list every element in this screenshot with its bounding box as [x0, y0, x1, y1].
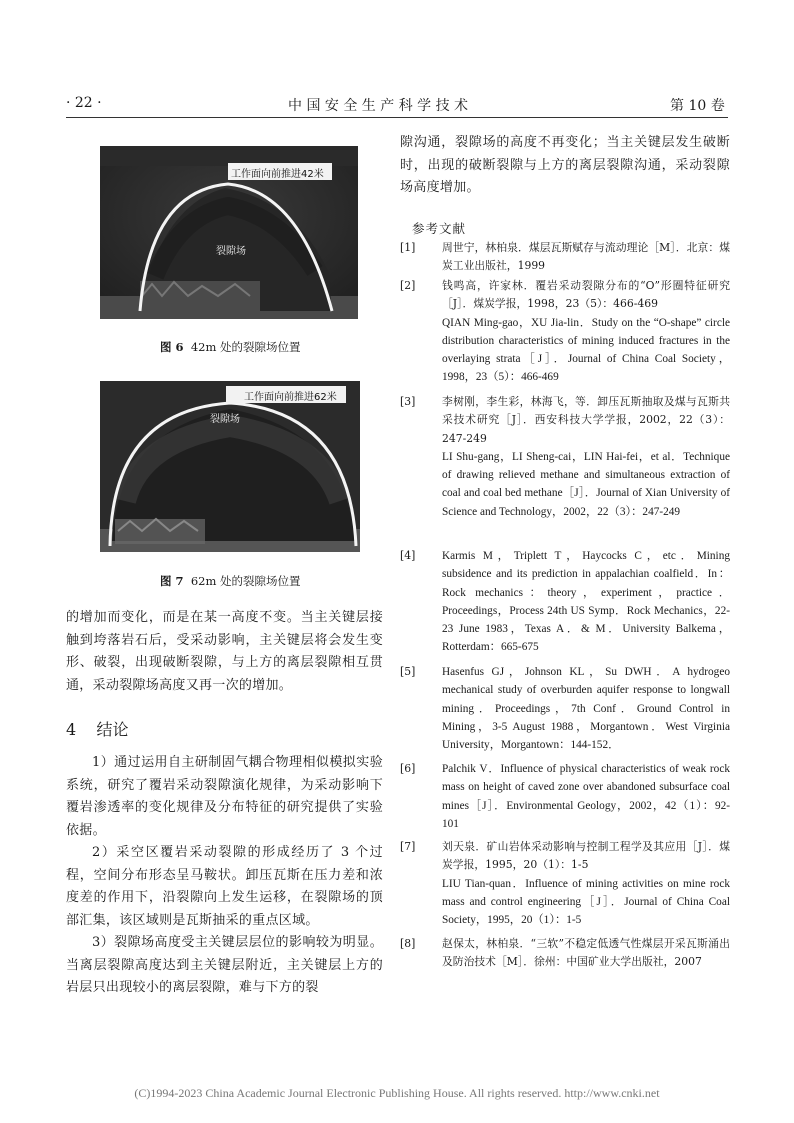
header-rule [66, 117, 728, 118]
reference-1 [400, 239, 730, 276]
reference-number: [6] [400, 762, 416, 775]
figure-7-caption-number: 图 7 [160, 574, 184, 588]
reference-text: 周世宁，林柏泉．煤层瓦斯赋存与流动理论［M］．北京：煤炭工业出版社，1999 [442, 241, 730, 273]
section-number: 4 [66, 720, 77, 739]
conclusions [66, 752, 383, 1000]
reference-text-en: Palchik V．Influence of physical characteristics of weak rock mass on height of caved zone over abandoned subsurface coal mines［J］．Environmental Geology，2002，42（1）：92-101 [442, 763, 730, 830]
reference-text-en: LI Shu-gang，LI Sheng-cai，LIN Hai-fei，et al．Technique of drawing relieved methane and simultaneous extraction of coal and coal bed methane［J］．Journal of Xian University of Science and Technology，2002，22（3）：247-249 [442, 450, 730, 518]
reference-number: [2] [400, 279, 416, 292]
reference-text-en: Karmis M，Triplett T，Haycocks C，etc．Mining subsidence and its prediction in appalachian coalfield．In：Rock mechanics：theory，experiment，practice．Proceedings，Process 24th US Symp．Rock Mechanics，22-23 June 1983，Texas A．& M．University Balkema，Rotterdam：665-675 [442, 550, 730, 654]
conclusion-3: 3）裂隙场高度受主关键层层位的影响较为明显。当离层裂隙高度达到主关键层附近，主关键层上方的岩层只出现较小的离层裂隙，难与下方的裂 [66, 935, 383, 995]
volume-label: 第 10 卷 [670, 98, 725, 114]
right-continued-paragraph: 隙沟通，裂隙场的高度不再变化；当主关键层发生破断时，出现的破断裂隙与上方的离层裂隙沟通，采动裂隙场高度增加。 [400, 135, 730, 195]
figure-7-caption [160, 573, 301, 589]
figure-6-push-label: 工作面向前推进42米 [231, 169, 324, 180]
conclusion-1: 1）通过运用自主研制固气耦合物理相似模拟实验系统，研究了覆岩采动裂隙演化规律，为采动影响下覆岩渗透率的变化规律及分布特征的研究提供了实验依据。 [66, 755, 383, 838]
left-paragraph [66, 607, 383, 697]
right-paragraph [400, 132, 730, 200]
reference-text: 李树刚，李生彩，林海飞，等．卸压瓦斯抽取及煤与瓦斯共采技术研究［J］．西安科技大学学报，2002，22（3）：247-249 [442, 395, 730, 445]
reference-number: [3] [400, 395, 416, 408]
reference-text: 钱鸣高，许家林．覆岩采动裂隙分布的“O”形圈特征研究［J］．煤炭学报，1998，23（5）：466-469 [442, 279, 730, 311]
figure-7-photo [100, 381, 360, 552]
reference-number: [4] [400, 549, 416, 562]
conclusion-2: 2）采空区覆岩采动裂隙的形成经历了 3 个过程，空间分布形态呈马鞍状。卸压瓦斯在压力差和浓度差的作用下，沿裂隙向上发生运移，在裂隙场的顶部汇集，该区域则是瓦斯抽采的重点区域。 [66, 845, 383, 928]
figure-7-zone-label: 裂隙场 [210, 414, 240, 425]
reference-number: [7] [400, 840, 416, 853]
figure-7-caption-text: 62m 处的裂隙场位置 [190, 574, 301, 588]
figure-6-caption [160, 339, 301, 355]
reference-number: [1] [400, 241, 416, 254]
reference-8 [400, 935, 730, 972]
reference-3 [400, 393, 730, 521]
page-number: · 22 · [66, 95, 102, 111]
journal-title: 中 国 安 全 生 产 科 学 技 术 [288, 98, 469, 114]
figure-6-photo [100, 146, 358, 319]
section-heading [66, 717, 129, 740]
reference-4 [400, 547, 730, 657]
reference-text-en: QIAN Ming-gao，XU Jia-lin．Study on the “O-shape” circle distribution characteristics of mining induced fractures in the overlaying strata［J］．Journal of China Coal Society，1998，23（5）：466-469 [442, 316, 730, 384]
references-title: 参考文献 [412, 221, 467, 236]
reference-number: [8] [400, 937, 416, 950]
figure-7-push-label: 工作面向前推进62米 [244, 392, 337, 403]
reference-text-en: Hasenfus GJ，Johnson KL，Su DWH．A hydrogeo mechanical study of overburden aquifer response to longwall mining．Proceedings，7th Conf．Ground Control in Mining，3-5 August 1988，Morgantown．West Virginia University，Morgantown：144-152． [442, 666, 730, 752]
continued-paragraph: 的增加而变化，而是在某一高度不变。当主关键层接触到垮落岩石后，受采动影响，主关键层将会发生变形、破裂，出现破断裂隙，与上方的离层裂隙相互贯通，采动裂隙场高度又再一次的增加。 [66, 610, 383, 693]
reference-2 [400, 277, 730, 387]
reference-6 [400, 760, 730, 833]
reference-text: 赵保太，林柏泉．“三软”不稳定低透气性煤层开采瓦斯涌出及防治技术［M］．徐州：中国矿业大学出版社，2007 [442, 937, 730, 969]
section-title: 结论 [96, 720, 129, 739]
reference-number: [5] [400, 665, 416, 678]
figure-6-caption-number: 图 6 [160, 340, 184, 354]
figure-6-zone-label: 裂隙场 [216, 246, 246, 257]
copyright-footer: (C)1994-2023 China Academic Journal Electronic Publishing House. All rights reserved. http://www.cnki.net [134, 1086, 660, 1100]
reference-5 [400, 663, 730, 754]
reference-7 [400, 838, 730, 929]
reference-text: 刘天泉．矿山岩体采动影响与控制工程学及其应用［J］．煤炭学报，1995，20（1）：1-5 [442, 840, 730, 872]
figure-6-caption-text: 42m 处的裂隙场位置 [190, 340, 301, 354]
reference-text-en: LIU Tian-quan．Influence of mining activities on mine rock mass and control engineering［J］．Journal of China Coal Society，1995，20（1）：1-5 [442, 877, 730, 927]
